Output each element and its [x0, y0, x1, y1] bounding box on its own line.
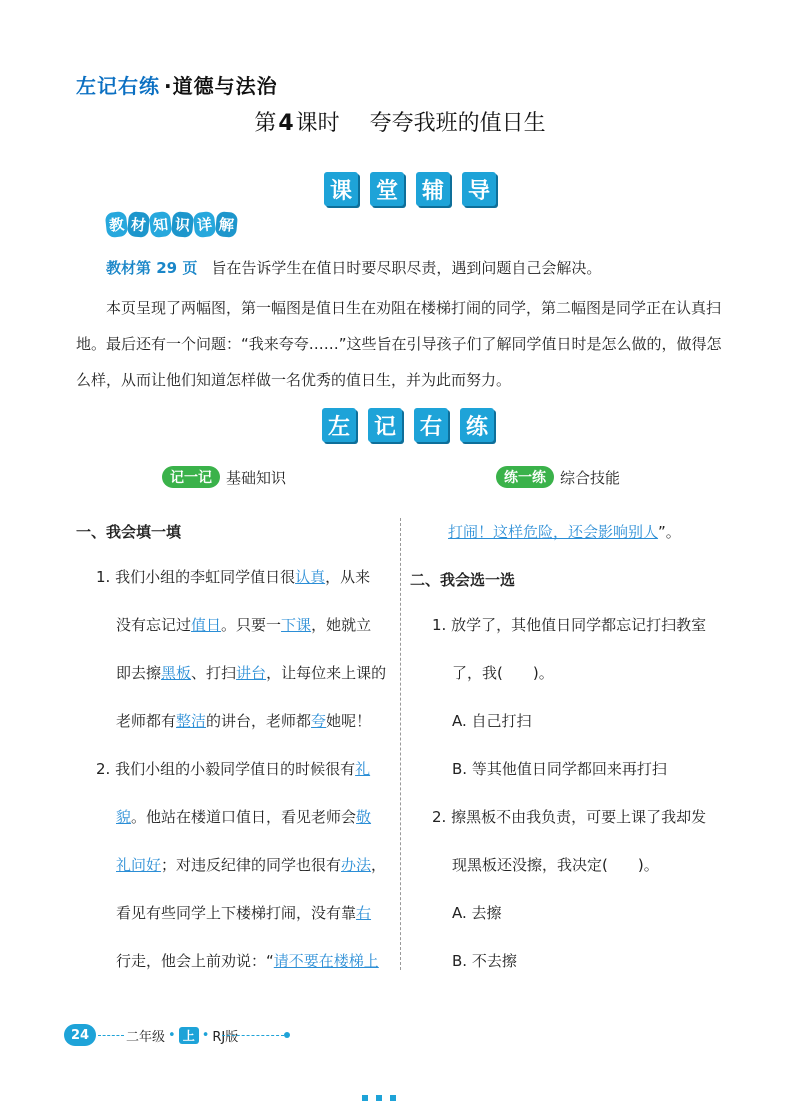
q1-line3: 即去擦黑板、打扫讲台，让每位来上课的	[116, 664, 387, 682]
footer-dash	[222, 1035, 284, 1036]
page-number: 24	[64, 1024, 96, 1046]
q2-line5: 行走，他会上前劝说：“请不要在楼梯上	[116, 952, 379, 970]
banner-tile: 辅	[416, 172, 450, 206]
right-section-label: 综合技能	[560, 468, 621, 487]
right-section-heading	[496, 466, 620, 488]
grade-label: 二年级	[126, 1030, 166, 1045]
subbanner-chip: 材	[127, 211, 150, 238]
banner-tile: 练	[460, 408, 494, 442]
edition-label: RJ版	[212, 1030, 239, 1045]
banner-tile: 左	[322, 408, 356, 442]
bullet-icon: •	[168, 1028, 176, 1043]
part2-title: 二、我会选一选	[410, 571, 516, 589]
choice1-option-b: B. 等其他值日同学都回来再打扫	[452, 760, 667, 778]
q1-line1: 1. 我们小组的李虹同学值日很认真，从来	[96, 568, 371, 586]
choice2-line1: 2. 擦黑板不由我负责，可要上课了我却发	[432, 808, 707, 826]
subbanner-chip: 解	[215, 211, 238, 238]
choice2-line2: 现黑板还没擦，我决定( )。	[452, 856, 659, 874]
q2-line2: 貌。他站在楼道口值日，看见老师会敬	[116, 808, 372, 826]
subbanner-chip: 知	[149, 211, 173, 238]
remember-pill: 记一记	[162, 466, 220, 488]
lesson-name: 夸夸我班的值日生	[369, 111, 546, 136]
choice2-option-b: B. 不去擦	[452, 952, 517, 970]
q1-line2: 没有忘记过值日。只要一下课，她就立	[116, 616, 372, 634]
brand-name: 左记右练	[76, 74, 160, 98]
choice1-line1: 1. 放学了，其他值日同学都忘记打扫教室	[432, 616, 707, 634]
choice1-line2: 了，我( )。	[452, 664, 554, 682]
banner-tile: 记	[368, 408, 402, 442]
q2-line4: 看见有些同学上下楼梯打闹，没有靠右	[116, 904, 372, 922]
lesson-suffix: 课时	[295, 111, 340, 136]
banner-tile: 堂	[370, 172, 404, 206]
column-divider	[400, 518, 401, 970]
bullet-icon: •	[201, 1028, 210, 1043]
intro-body: 本页呈现了两幅图，第一幅图是值日生在劝阻在楼梯打闹的同学，第二幅图是同学正在认真扫地。最后还有一个问题：“我来夸夸……”这些旨在引导孩子们了解同学值日时是怎么做的，做得怎么样，从而让他们知道怎样做一名优秀的值日生，并为此而努力。	[76, 299, 722, 389]
choice2-option-a: A. 去擦	[452, 904, 502, 922]
bottom-edge-mark	[362, 1086, 442, 1092]
banner-tile: 课	[324, 172, 358, 206]
left-column	[0, 0, 400, 1000]
footer-dot-icon	[284, 1032, 290, 1038]
practice-pill: 练一练	[496, 466, 554, 488]
textbook-page-tag: 教材第 29 页	[106, 259, 198, 277]
lesson-prefix: 第	[254, 111, 277, 136]
term-badge: 上	[179, 1027, 199, 1044]
left-section-label: 基础知识	[226, 468, 287, 487]
q2-line3: 礼问好；对违反纪律的同学也很有办法，	[116, 856, 387, 874]
subbanner-chip: 详	[193, 211, 217, 238]
lesson-number: 4	[278, 111, 294, 136]
banner-tile: 右	[414, 408, 448, 442]
banner-tile: 导	[462, 172, 496, 206]
intro-summary-text: 旨在告诉学生在值日时要尽职尽责，遇到问题自己会解决。	[211, 259, 602, 277]
choice1-option-a: A. 自己打扫	[452, 712, 532, 730]
subbanner-chip: 教	[105, 211, 129, 238]
q1-line4: 老师都有整洁的讲台，老师都夸她呢！	[116, 712, 372, 730]
q2-line1: 2. 我们小组的小毅同学值日的时候很有礼	[96, 760, 371, 778]
subbanner-chip: 识	[171, 211, 194, 238]
q2-line6: 打闹！这样危险，还会影响别人”。	[448, 523, 681, 541]
part1-title: 一、我会填一填	[76, 523, 182, 541]
footer-dash	[98, 1035, 124, 1036]
subject-name: ·道德与法治	[164, 74, 278, 98]
